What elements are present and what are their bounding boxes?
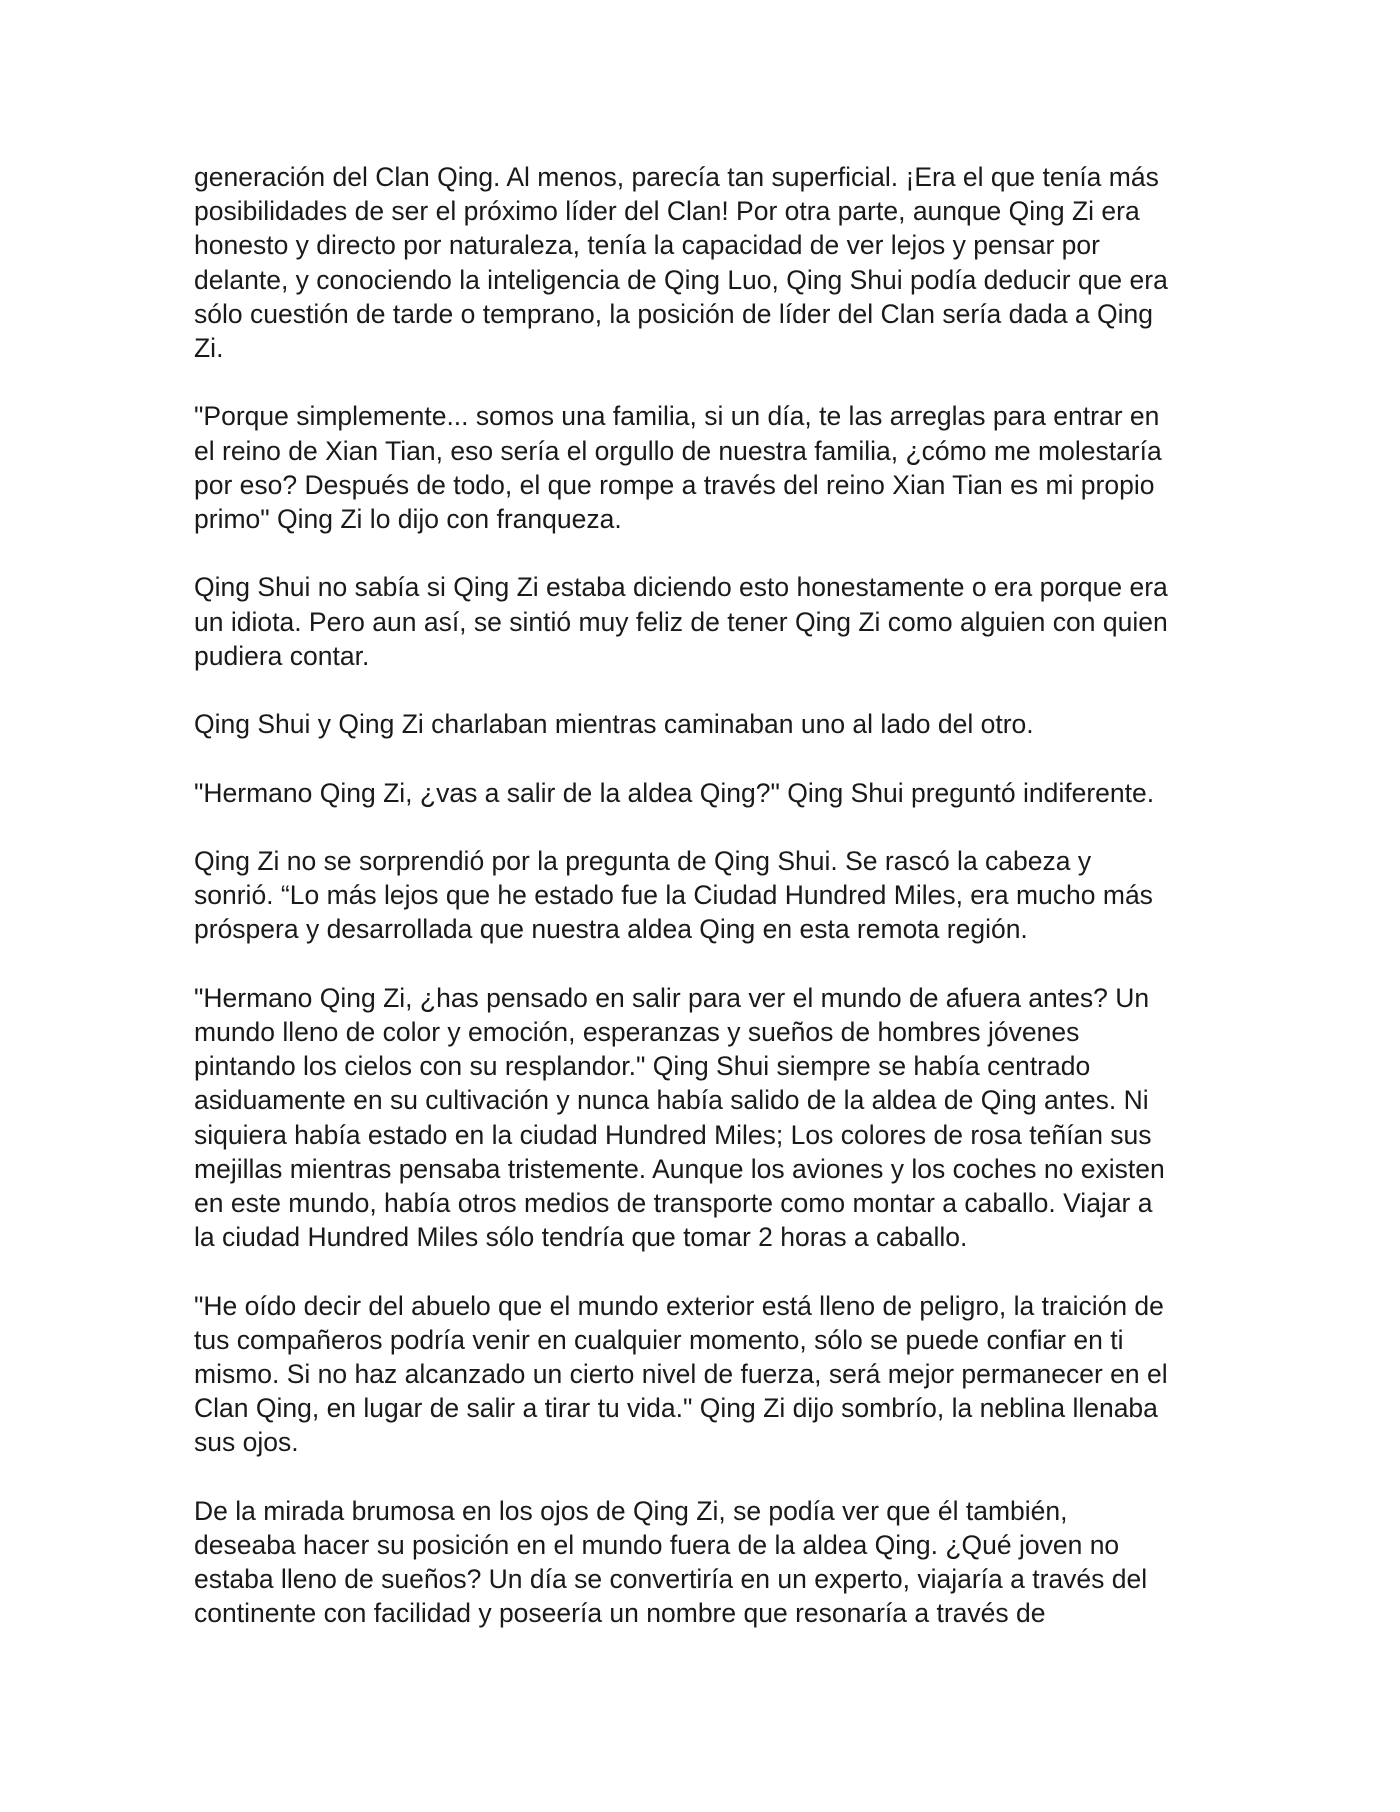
paragraph-4: Qing Shui y Qing Zi charlaban mientras caminaban uno al lado del otro.: [194, 709, 1034, 740]
paragraph-9: De la mirada brumosa en los ojos de Qing Zi, se podía ver que él también, deseaba hacer su posición en el mundo fuera de la aldea Qing. ¿Qué joven no estaba lleno de sueños? Un día se convertiría en un experto, viajaría a través del continente con facilidad y poseería un nombre que resonaría a través de: [194, 1495, 1148, 1629]
paragraph-8: "He oído decir del abuelo que el mundo exterior está lleno de peligro, la traición de tus compañeros podría venir en cualquier momento, sólo se puede confiar en ti mismo. Si no haz alcanzado un cierto nivel de fuerza, será mejor permanecer en el Clan Qing, en lugar de salir a tirar tu vida." Qing Zi dijo sombrío, la neblina llenaba sus ojos.: [194, 1290, 1168, 1458]
paragraph-2: "Porque simplemente... somos una familia, si un día, te las arreglas para entrar en el reino de Xian Tian, eso sería el orgullo de nuestra familia, ¿cómo me molestaría por eso? Después de todo, el que rompe a través del reino Xian Tian es mi propio primo" Qing Zi lo dijo con franqueza.: [194, 401, 1162, 535]
paragraph-6: Qing Zi no se sorprendió por la pregunta de Qing Shui. Se rascó la cabeza y sonrió. “Lo más lejos que he estado fue la Ciudad Hundred Miles, era mucho más próspera y desarrollada que nuestra aldea Qing en esta remota región.: [194, 845, 1153, 945]
paragraph-1: generación del Clan Qing. Al menos, parecía tan superficial. ¡Era el que tenía más posibilidades de ser el próximo líder del Clan! Por otra parte, aunque Qing Zi era honesto y directo por naturaleza, tenía la capacidad de ver lejos y pensar por delante, y conociendo la inteligencia de Qing Luo, Qing Shui podía deducir que era sólo cuestión de tarde o temprano, la posición de líder del Clan sería dada a Qing Zi.: [194, 162, 1168, 364]
paragraph-3: Qing Shui no sabía si Qing Zi estaba diciendo esto honestamente o era porque era un idiota. Pero aun así, se sintió muy feliz de tener Qing Zi como alguien con quien pudiera contar.: [194, 572, 1168, 671]
paragraph-5: "Hermano Qing Zi, ¿vas a salir de la aldea Qing?" Qing Shui preguntó indiferente.: [194, 777, 1155, 808]
paragraph-7: "Hermano Qing Zi, ¿has pensado en salir para ver el mundo de afuera antes? Un mundo lleno de color y emoción, esperanzas y sueños de hombres jóvenes pintando los cielos con su resplandor." Qing Shui siempre se había centrado asiduamente en su cultivación y nunca había salido de la aldea de Qing antes. Ni siquiera había estado en la ciudad Hundred Miles; Los colores de rosa teñían sus mejillas mientras pensaba tristemente. Aunque los aviones y los coches no existen en este mundo, había otros medios de transporte como montar a caballo. Viajar a la ciudad Hundred Miles sólo tendría que tomar 2 horas a caballo.: [194, 982, 1165, 1253]
document-body: [194, 160, 1224, 1665]
